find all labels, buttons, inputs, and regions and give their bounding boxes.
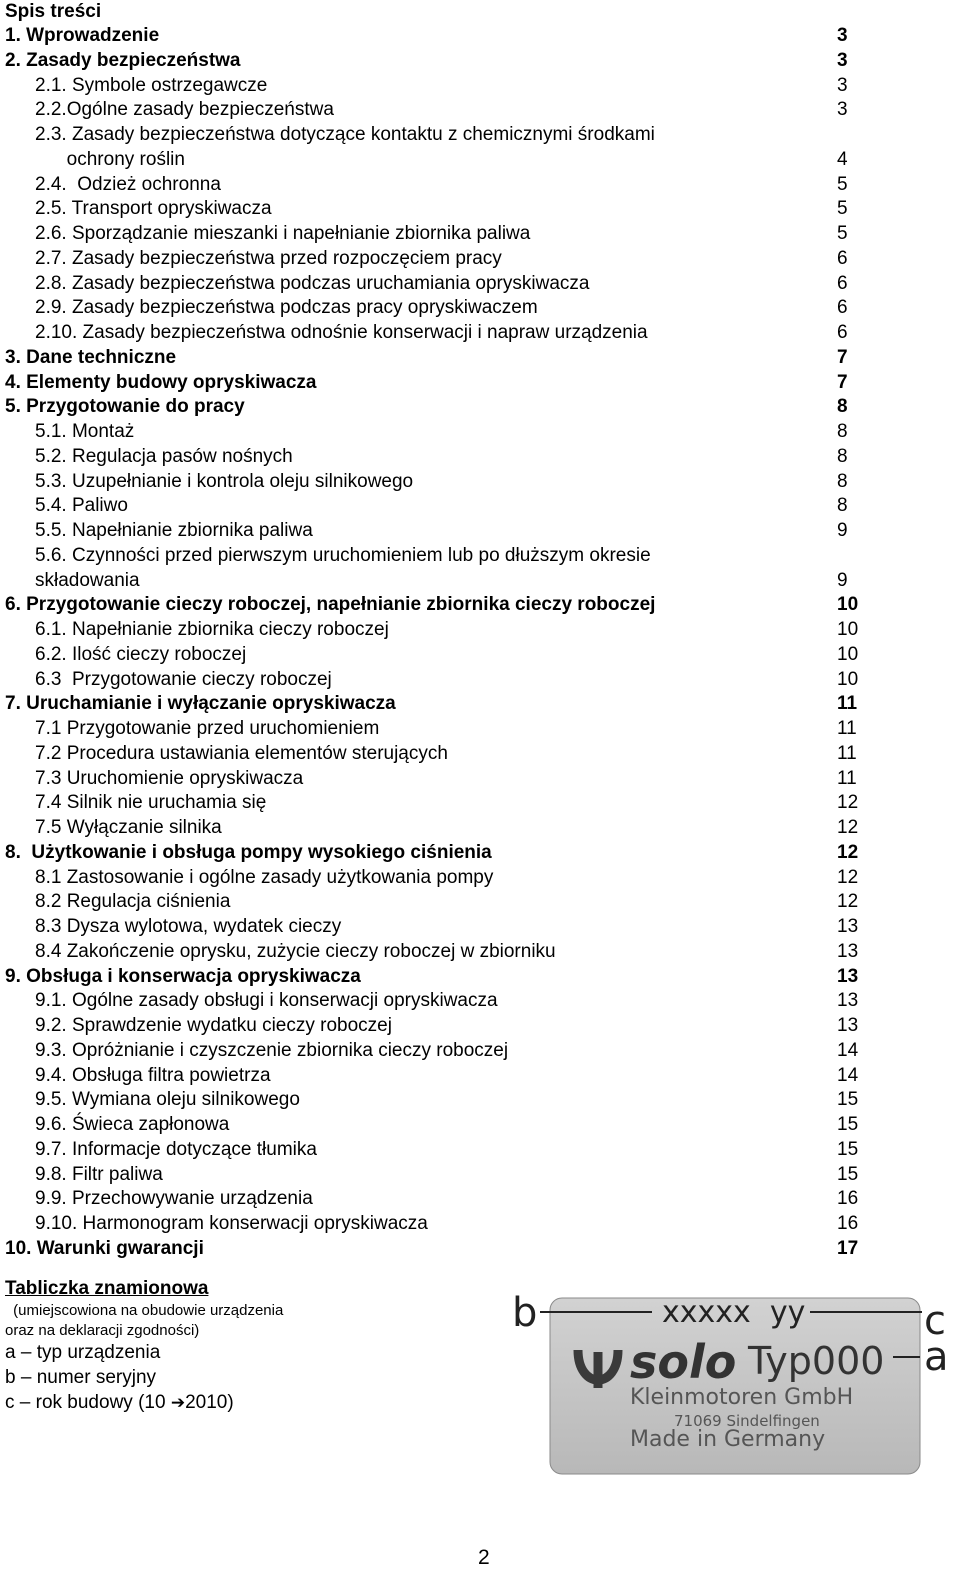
toc-entry-title: 9.6. Świeca zapłonowa: [35, 1114, 230, 1135]
toc-entry-page: 10: [837, 668, 859, 690]
toc-entry-page: 13: [837, 965, 859, 987]
toc-entry: [0, 890, 960, 915]
toc-entry: [0, 49, 960, 74]
toc-entry-page: 4: [837, 148, 848, 170]
toc-entry: [0, 593, 960, 618]
toc-entry-title: 2.10. Zasady bezpieczeństwa odnośnie konserwacji i napraw urządzenia: [35, 322, 648, 343]
toc-entry: [0, 1014, 960, 1039]
toc-entry-title: 5.4. Paliwo: [35, 495, 128, 517]
toc-entry: [0, 569, 960, 594]
toc-entry-page: 6: [837, 297, 848, 319]
toc-entry-page: 7: [837, 346, 848, 368]
toc-entry-page: 12: [837, 841, 859, 863]
toc-entry: [0, 1212, 960, 1237]
toc-entry-page: 9: [837, 569, 848, 591]
toc-entry-page: 6: [837, 322, 848, 343]
toc-title: Spis treści: [5, 1, 102, 22]
toc-entry-page: 8: [837, 445, 848, 467]
toc-entry-title: 4. Elementy budowy opryskiwacza: [5, 371, 317, 393]
nameplate-note-line2: oraz na deklaracji zgodności): [5, 1322, 200, 1339]
toc-entry-title: 7.5 Wyłączanie silnika: [35, 817, 222, 838]
toc-entry-title: 1. Wprowadzenie: [5, 25, 160, 46]
company-name: Kleinmotoren GmbH: [630, 1385, 854, 1410]
toc-entry: [0, 717, 960, 742]
nameplate-note-line1: (umiejscowiona na obudowie urządzenia: [9, 1302, 284, 1319]
toc-entry: [0, 791, 960, 816]
company-address: 71069 Sindelfingen: [674, 1412, 820, 1430]
toc-entry-title: 9.7. Informacje dotyczące tłumika: [35, 1138, 317, 1160]
legend-a: a – typ urządzenia: [5, 1342, 161, 1363]
toc-entry-page: 16: [837, 1188, 859, 1210]
made-in-label: Made in Germany: [630, 1427, 826, 1452]
callout-c: c: [924, 1298, 946, 1344]
toc-entry-page: 6: [837, 272, 848, 294]
legend-c-prefix: c – rok budowy (10: [5, 1391, 171, 1413]
toc-entry-page: 8: [837, 495, 848, 517]
toc-entry-title: 8. Użytkowanie i obsługa pompy wysokiego ciśnienia: [5, 841, 492, 863]
toc-entry-page: 11: [837, 718, 857, 739]
toc-entry: [0, 173, 960, 198]
toc-entry: [0, 544, 960, 569]
toc-entry-page: 12: [837, 792, 859, 814]
toc-entry: [0, 272, 960, 297]
toc-entry-page: 14: [837, 1039, 859, 1061]
toc-entry-title: 2.5. Transport opryskiwacza: [35, 198, 272, 220]
toc-entry-title: 8.2 Regulacja ciśnienia: [35, 891, 231, 913]
toc-entry-page: 14: [837, 1064, 859, 1086]
toc-entry: [0, 222, 960, 247]
toc-entry-title: 5. Przygotowanie do pracy: [5, 396, 245, 418]
toc-entry-title: 5.2. Regulacja pasów nośnych: [35, 445, 293, 467]
toc-entry: [0, 1187, 960, 1212]
toc-entry: [0, 395, 960, 420]
toc-entry-page: 15: [837, 1114, 859, 1135]
toc-entry: [0, 1039, 960, 1064]
toc-entry-title: 7.1 Przygotowanie przed uruchomieniem: [35, 718, 380, 739]
toc-entry: [0, 866, 960, 891]
toc-entry: [0, 618, 960, 643]
toc-entry-title: 8.1 Zastosowanie i ogólne zasady użytkowania pompy: [35, 866, 494, 888]
toc-entry-title: 9.3. Opróżnianie i czyszczenie zbiornika cieczy roboczej: [35, 1039, 509, 1061]
toc-entry: [0, 989, 960, 1014]
toc-entry: [0, 1163, 960, 1188]
legend-c-suffix: 2010): [185, 1391, 234, 1413]
toc-entry-title: 5.5. Napełnianie zbiornika paliwa: [35, 520, 313, 541]
toc-entry: [0, 1138, 960, 1163]
toc-entry-page: 13: [837, 940, 859, 962]
toc-entry-title: ochrony roślin: [35, 148, 185, 170]
toc-entry-page: 5: [837, 223, 848, 244]
toc-entry-title: 2.2.Ogólne zasady bezpieczeństwa: [35, 99, 334, 121]
toc-entry-title: 2.6. Sporządzanie mieszanki i napełnianie zbiornika paliwa: [35, 223, 531, 244]
toc-entry-page: 12: [837, 891, 859, 913]
toc-entry: [0, 841, 960, 866]
toc-entry-title: 10. Warunki gwarancji: [5, 1237, 204, 1259]
toc-entry-page: 12: [837, 817, 859, 838]
toc-entry-page: 10: [837, 619, 859, 640]
toc-entry-page: 13: [837, 1015, 859, 1036]
toc-entry-title: 6.3 Przygotowanie cieczy roboczej: [35, 668, 332, 690]
arrow-right-icon: ➔: [170, 1392, 186, 1412]
toc-entry: [0, 321, 960, 346]
toc-entry-page: 12: [837, 866, 859, 888]
callout-b: b: [512, 1290, 538, 1336]
toc-entry: [0, 519, 960, 544]
toc-entry-title: składowania: [35, 569, 140, 591]
toc-entry-title: 7.3 Uruchomienie opryskiwacza: [35, 767, 304, 789]
toc-entry: [0, 247, 960, 272]
toc-entry: [0, 940, 960, 965]
toc-entry-page: 3: [837, 74, 848, 96]
toc-entry: [0, 494, 960, 519]
legend-c: [5, 1391, 283, 1416]
toc-entry-page: 13: [837, 916, 859, 937]
nameplate-title: Tabliczka znamionowa: [5, 1278, 209, 1299]
toc-entry: [0, 420, 960, 445]
toc-entry-title: 9.10. Harmonogram konserwacji opryskiwacza: [35, 1213, 428, 1234]
nameplate-figure: [510, 1290, 950, 1480]
toc-entry: [0, 692, 960, 717]
brand-logo: solo: [630, 1335, 737, 1389]
toc-entry-page: 11: [837, 693, 858, 715]
toc-entry-title: 2.8. Zasady bezpieczeństwa podczas uruchamiania opryskiwacza: [35, 272, 590, 294]
toc-entry-page: 5: [837, 173, 848, 195]
toc-entry-page: 11: [837, 767, 857, 789]
toc-entry: [0, 1088, 960, 1113]
toc-entry-page: 8: [837, 470, 848, 492]
nameplate-section: [5, 1277, 283, 1415]
toc-entry-page: 3: [837, 25, 848, 46]
toc-entry: [0, 643, 960, 668]
toc-entry-page: 16: [837, 1213, 859, 1234]
toc-entry-title: 5.3. Uzupełnianie i kontrola oleju silnikowego: [35, 470, 414, 492]
toc-entry-title: 9.8. Filtr paliwa: [35, 1163, 163, 1185]
toc-entry: [0, 24, 960, 49]
toc-entry: [0, 915, 960, 940]
toc-entry-title: 5.1. Montaż: [35, 421, 135, 442]
toc-entry: [0, 445, 960, 470]
toc-entry: [0, 98, 960, 123]
toc-entry-title: 6.2. Ilość cieczy roboczej: [35, 643, 247, 665]
toc-entry-title: 6. Przygotowanie cieczy roboczej, napełnianie zbiornika cieczy roboczej: [5, 594, 656, 616]
toc-entry-title: 9.4. Obsługa filtra powietrza: [35, 1064, 271, 1086]
type-label: Typ000: [748, 1339, 885, 1383]
toc-entry-page: 10: [837, 643, 859, 665]
toc-entry-page: 3: [837, 99, 848, 121]
toc-entry-page: 9: [837, 520, 848, 541]
toc-entry: [0, 148, 960, 173]
toc-entry-page: 10: [837, 594, 859, 616]
toc-entry-page: 15: [837, 1089, 859, 1111]
toc-entry: [0, 74, 960, 99]
toc-entry-title: 2.3. Zasady bezpieczeństwa dotyczące kontaktu z chemicznymi środkami: [35, 124, 655, 145]
legend-b: b – numer seryjny: [5, 1366, 157, 1388]
toc-entry-title: 7.2 Procedura ustawiania elementów sterujących: [35, 742, 448, 764]
toc-entry: [0, 742, 960, 767]
toc-entry-page: 11: [837, 742, 857, 764]
toc-entry: [0, 296, 960, 321]
toc-entry-title: 2.9. Zasady bezpieczeństwa podczas pracy opryskiwaczem: [35, 297, 538, 319]
toc-entry-page: 6: [837, 247, 848, 269]
toc-entry: [0, 668, 960, 693]
toc-entry: [0, 1237, 960, 1262]
toc-entry-page: 8: [837, 396, 848, 418]
toc-entry-title: 3. Dane techniczne: [5, 346, 177, 368]
toc-entry-title: 8.4 Zakończenie oprysku, zużycie cieczy roboczej w zbiorniku: [35, 940, 556, 962]
toc-entry-title: 8.3 Dysza wylotowa, wydatek cieczy: [35, 916, 342, 937]
toc-entry-page: 5: [837, 198, 848, 220]
toc-entry-page: 8: [837, 421, 848, 442]
toc-entry-page: 7: [837, 371, 848, 393]
toc-entry-title: 9.5. Wymiana oleju silnikowego: [35, 1089, 300, 1111]
toc-entry-title: 2.7. Zasady bezpieczeństwa przed rozpoczęciem pracy: [35, 247, 502, 269]
toc-entry-title: 2. Zasady bezpieczeństwa: [5, 49, 241, 71]
toc-entry: [0, 470, 960, 495]
toc-entry: [0, 1064, 960, 1089]
toc-entry: [0, 1113, 960, 1138]
toc-entry-title: 9.2. Sprawdzenie wydatku cieczy roboczej: [35, 1015, 392, 1036]
toc-entry-title: 6.1. Napełnianie zbiornika cieczy roboczej: [35, 619, 389, 640]
toc-entry-title: 7.4 Silnik nie uruchamia się: [35, 792, 267, 814]
toc-entry-title: 9. Obsługa i konserwacja opryskiwacza: [5, 965, 361, 987]
toc-entry-page: 17: [837, 1237, 859, 1259]
toc-entry-title: 2.1. Symbole ostrzegawcze: [35, 74, 268, 96]
toc-entry-page: 3: [837, 49, 848, 71]
toc-entry-title: 9.1. Ogólne zasady obsługi i konserwacji opryskiwacza: [35, 990, 498, 1012]
toc-entry: [0, 371, 960, 396]
toc-entry: [0, 346, 960, 371]
page-number: 2: [478, 1546, 490, 1569]
callout-a: a: [924, 1334, 949, 1380]
serial-number: xxxxx yy: [662, 1295, 806, 1330]
toc-entry: [0, 197, 960, 222]
toc-entry: [0, 123, 960, 148]
toc-entry-title: 9.9. Przechowywanie urządzenia: [35, 1188, 313, 1210]
toc-entry-title: 7. Uruchamianie i wyłączanie opryskiwacza: [5, 693, 396, 715]
toc-entry-page: 15: [837, 1138, 859, 1160]
toc-entry-title: 2.4. Odzież ochronna: [35, 173, 221, 195]
toc-entry-page: 13: [837, 990, 859, 1012]
toc-entry-page: 15: [837, 1163, 859, 1185]
toc-entry-title: 5.6. Czynności przed pierwszym uruchomieniem lub po dłuższym okresie: [35, 544, 651, 566]
toc-entry: [0, 767, 960, 792]
toc-entry: [0, 965, 960, 990]
toc-entry: [0, 816, 960, 841]
